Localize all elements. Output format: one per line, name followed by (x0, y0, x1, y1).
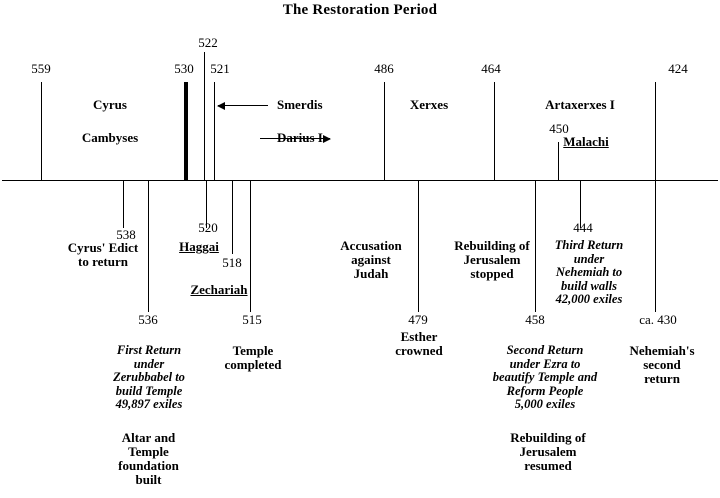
ruler-label-xerxes: Xerxes (409, 97, 449, 112)
event-label-altar-temple: Altar and Temple foundation built (118, 430, 179, 487)
arrow-smerdis (218, 105, 268, 106)
event-label-third-return: Third Return under Nehemiah to build walls 42,000 exiles (554, 238, 624, 306)
year-label-above: 530 (174, 61, 194, 76)
ruler-label-darius: Darius I (277, 130, 323, 145)
event-label-second-return: Second Return under Ezra to beautify Temple and Reform People 5,000 exiles (492, 343, 598, 411)
event-label-esther: Esther crowned (395, 329, 443, 358)
event-label-accusation: Accusation against Judah (340, 238, 402, 281)
event-label-rebuilding-resumed: Rebuilding of Jerusalem resumed (510, 430, 586, 473)
year-label-above: 559 (31, 61, 51, 76)
tick-521 (214, 82, 215, 181)
year-label-below: 518 (222, 255, 242, 270)
event-label-cyrus-edict: Cyrus' Edict to return (67, 240, 139, 269)
event-label-temple-completed: Temple completed (224, 343, 282, 372)
tick-530 (184, 82, 188, 181)
tick-538 (123, 181, 124, 228)
page-title: The Restoration Period (282, 2, 438, 18)
year-label-below: 444 (573, 220, 593, 235)
arrow-cambyses (260, 138, 330, 139)
ruler-label-cyrus: Cyrus (93, 97, 127, 112)
tick-486 (384, 82, 385, 181)
tick-479 (418, 181, 419, 312)
event-label-rebuilding-stopped: Rebuilding of Jerusalem stopped (454, 238, 530, 281)
tick-ca430 (655, 181, 656, 312)
year-label-below: 520 (198, 220, 218, 235)
year-label-above: 521 (210, 61, 230, 76)
year-label-above: 522 (198, 35, 218, 50)
tick-518 (232, 181, 233, 254)
book-label-malachi: Malachi (563, 134, 609, 149)
event-label-nehemiah-second: Nehemiah's second return (629, 343, 695, 386)
tick-559 (41, 82, 42, 181)
year-label-below: 515 (242, 312, 262, 327)
ruler-label-smerdis: Smerdis (277, 97, 323, 112)
event-label-first-return: First Return under Zerubbabel to build Temple 49,897 exiles (113, 343, 185, 411)
tick-522 (204, 52, 205, 181)
tick-515 (250, 181, 251, 312)
tick-464 (494, 82, 495, 181)
book-label-zechariah: Zechariah (190, 282, 248, 297)
tick-424 (655, 82, 656, 181)
year-label-above: 450 (549, 121, 569, 136)
tick-450 (558, 142, 559, 181)
year-label-below: 536 (138, 312, 158, 327)
year-label-below: ca. 430 (639, 312, 677, 327)
year-label-above: 486 (374, 61, 394, 76)
ruler-label-cambyses: Cambyses (81, 130, 139, 145)
year-label-above: 424 (668, 61, 688, 76)
year-label-below: 479 (408, 312, 428, 327)
year-label-above: 464 (481, 61, 501, 76)
timeline-axis (2, 180, 718, 181)
year-label-below: 538 (116, 227, 136, 242)
ruler-label-artaxerxes: Artaxerxes I (545, 97, 615, 112)
book-label-haggai: Haggai (179, 239, 219, 254)
year-label-below: 458 (525, 312, 545, 327)
